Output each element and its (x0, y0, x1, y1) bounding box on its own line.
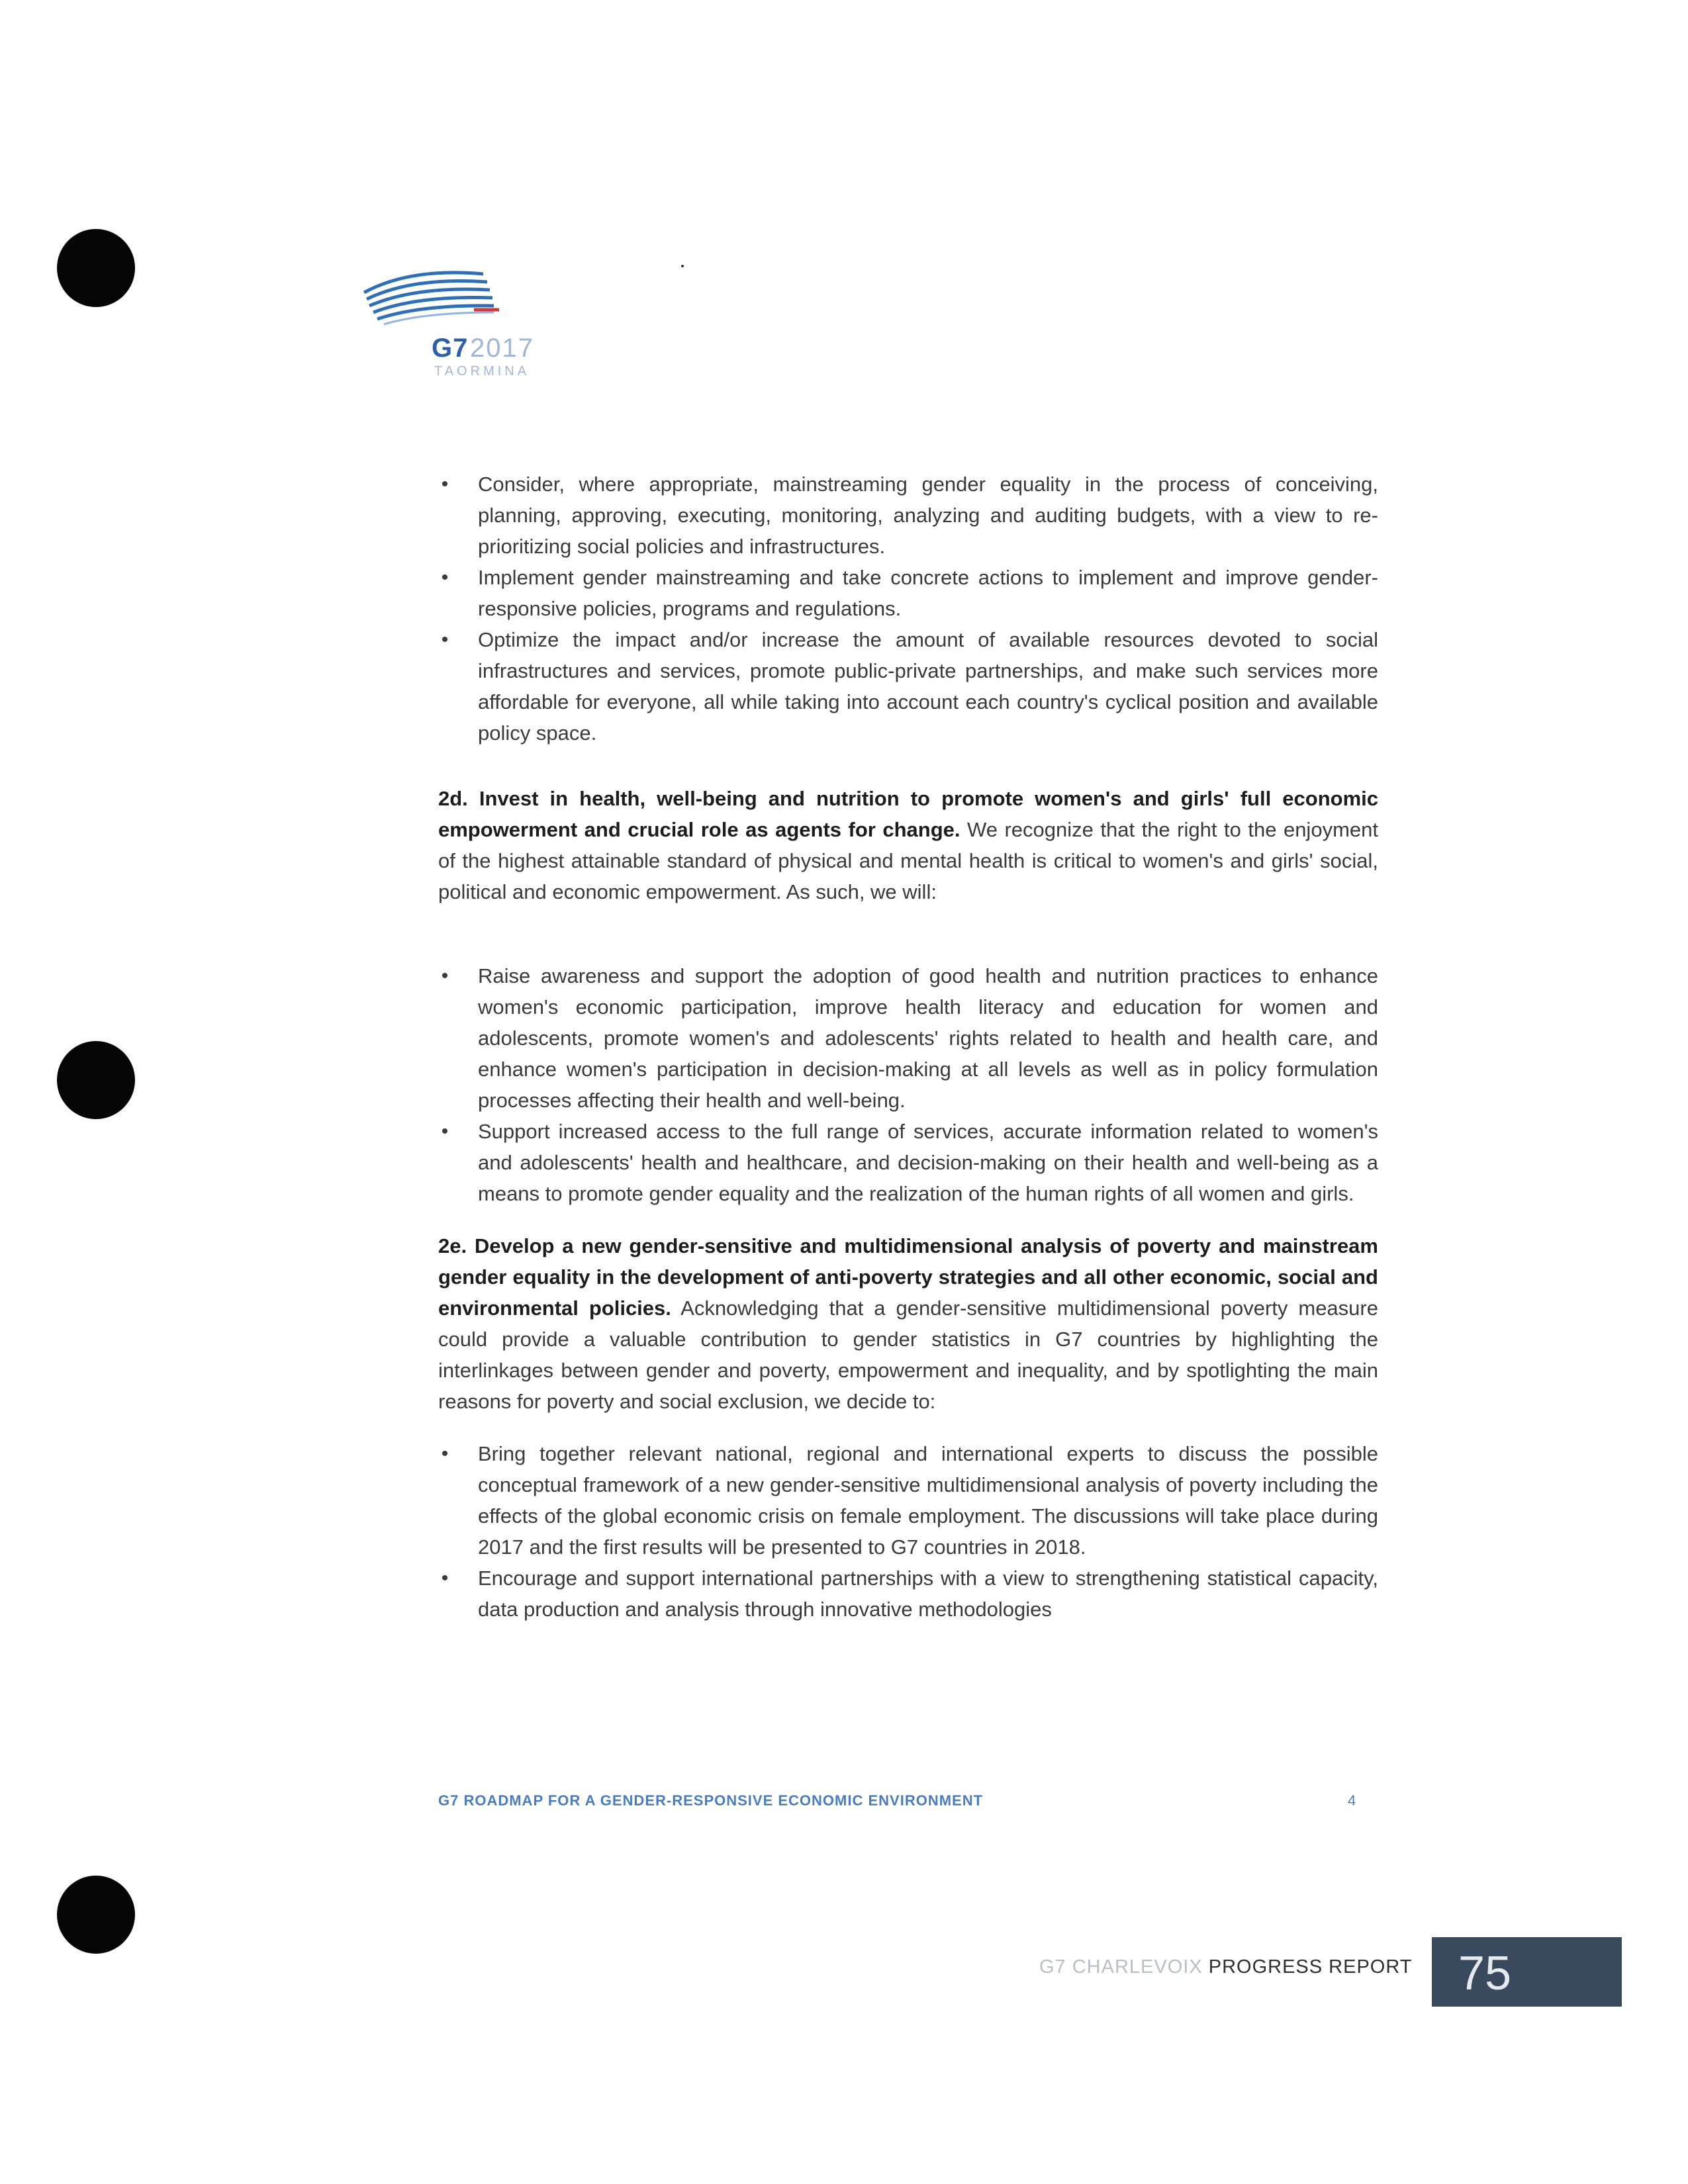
list-item: • Support increased access to the full range of services, accurate information related to women's and adolescents' health and healthcare, and decision-making on their health and well-being as a means to promote gender equality and the realization of the human rights of all women and girls. (438, 1116, 1378, 1209)
report-page-badge (1432, 1937, 1622, 2007)
bullet-list-2 (438, 960, 1378, 1209)
bullet-icon: • (441, 1443, 449, 1465)
section-2e-heading: 2e. Develop a new gender-sensitive and multidimensional analysis of poverty and mainstream gender equality in the development of anti-poverty strategies and all other economic, social and environmental policies. (438, 1234, 1378, 1320)
logo-place: TAORMINA (434, 364, 530, 379)
logo-year: 2017 (470, 334, 534, 363)
list-item: • Raise awareness and support the adoption of good health and nutrition practices to enhance women's economic participation, improve health literacy and education for women and adolescents, promote women's and adolescents' rights related to health and health care, and enhance women's participation in decision-making at all levels as well as in policy formulation processes affecting their health and well-being. (438, 960, 1378, 1116)
report-label (1039, 1956, 1413, 1978)
amphitheatre-icon (357, 265, 556, 338)
bullet-list-1 (438, 469, 1378, 749)
section-2d (438, 783, 1378, 907)
bullet-icon: • (441, 473, 449, 495)
list-item: • Consider, where appropriate, mainstreaming gender equality in the process of conceiving, planning, approving, executing, monitoring, analyzing and auditing budgets, with a view to re-prioritizing social policies and infrastructures. (438, 469, 1378, 562)
bullet-icon: • (441, 1120, 449, 1142)
bullet-icon: • (441, 1567, 449, 1589)
report-page-number: 75 (1458, 1947, 1512, 2000)
list-item: • Encourage and support international partnerships with a view to strengthening statistical capacity, data production and analysis through innovative methodologies (438, 1563, 1378, 1625)
list-item: • Bring together relevant national, regional and international experts to discuss the possible conceptual framework of a new gender-sensitive multidimensional analysis of poverty including the effects of the global economic crisis on female employment. The discussions will take place during 2017 and the first results will be presented to G7 countries in 2018. (438, 1438, 1378, 1563)
document-page-number: 4 (1348, 1792, 1356, 1809)
section-2e (438, 1230, 1378, 1417)
bullet-icon: • (441, 629, 449, 651)
report-label-prefix: G7 CHARLEVOIX (1039, 1956, 1203, 1978)
punch-hole (57, 1041, 135, 1119)
scan-speck (681, 265, 684, 267)
bullet-icon: • (441, 965, 449, 987)
document-footer-title: G7 ROADMAP FOR A GENDER-RESPONSIVE ECONOMIC ENVIRONMENT (438, 1792, 984, 1809)
list-item: • Implement gender mainstreaming and take concrete actions to implement and improve gender-responsive policies, programs and regulations. (438, 562, 1378, 624)
bullet-icon: • (441, 567, 449, 588)
document-body (438, 469, 1378, 1625)
g7-taormina-logo (357, 265, 556, 390)
punch-hole (57, 1876, 135, 1954)
report-label-suffix: PROGRESS REPORT (1208, 1956, 1413, 1978)
logo-brand: G7 (432, 334, 469, 363)
bullet-list-3 (438, 1438, 1378, 1625)
section-2d-heading: 2d. Invest in health, well-being and nutrition to promote women's and girls' full economic empowerment and crucial role as agents for change. (438, 787, 1378, 841)
section-2e-body: Acknowledging that a gender-sensitive multidimensional poverty measure could provide a valuable contribution to gender statistics in G7 countries by highlighting the interlinkages between gender and poverty, empowerment and inequality, and by spotlighting the main reasons for poverty and social exclusion, we decide to: (438, 1297, 1378, 1413)
section-2d-body: We recognize that the right to the enjoyment of the highest attainable standard of physical and mental health is critical to women's and girls' social, political and economic empowerment. As such, we will: (438, 818, 1378, 903)
punch-hole (57, 229, 135, 307)
list-item: • Optimize the impact and/or increase the amount of available resources devoted to social infrastructures and services, promote public-private partnerships, and make such services more affordable for everyone, all while taking into account each country's cyclical position and available policy space. (438, 624, 1378, 749)
